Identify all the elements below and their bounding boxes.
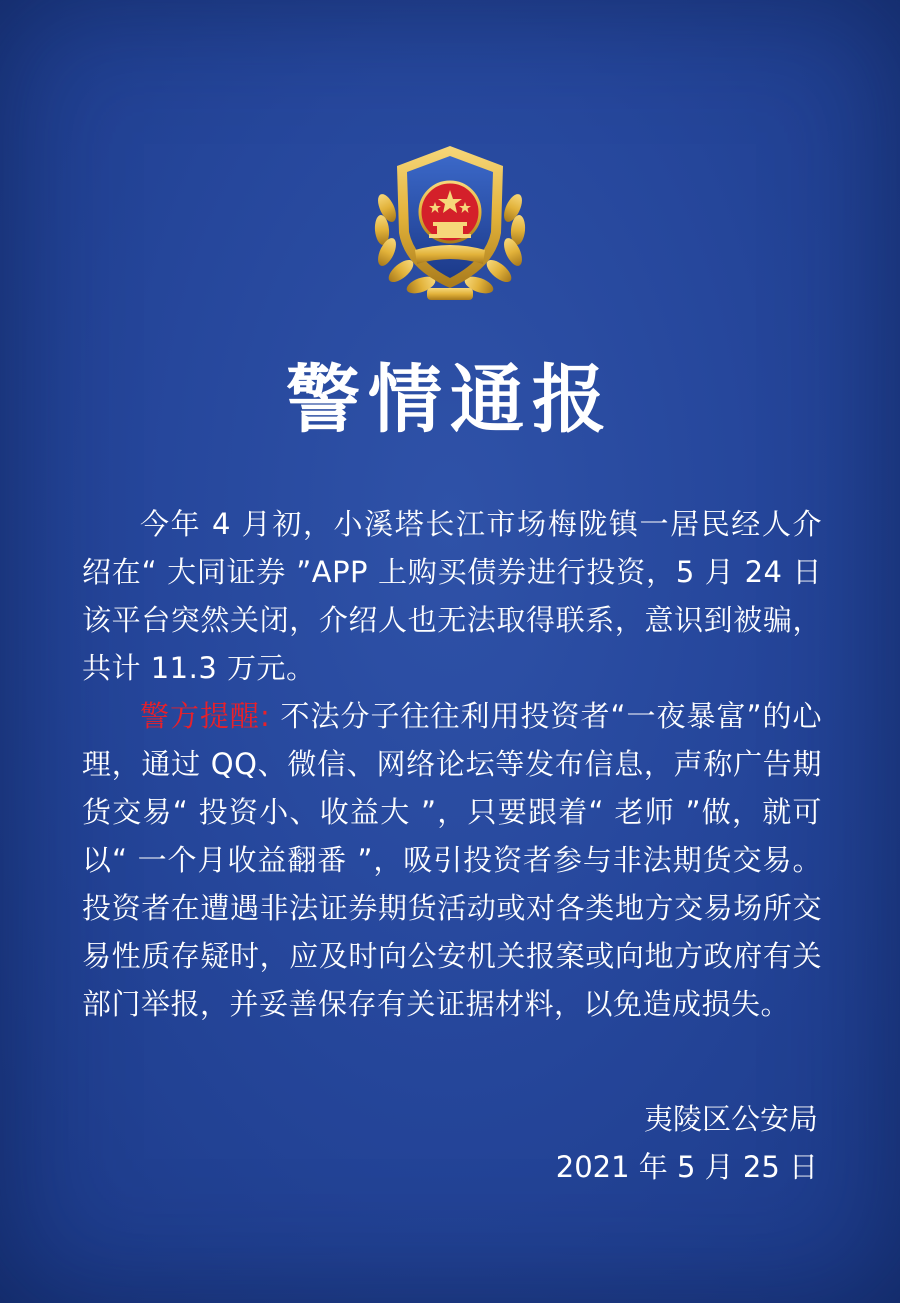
- warning-label: 警方提醒:: [140, 699, 271, 733]
- signature-block: [556, 1095, 818, 1191]
- police-emblem-icon: [365, 138, 535, 308]
- issuing-organization: 夷陵区公安局: [643, 1102, 818, 1136]
- warning-text: 不法分子往往利用投资者“一夜暴富”的心理，通过 QQ、微信、网络论坛等发布信息，声称广告期货交易“ 投资小、收益大 ”，只要跟着“ 老师 ”做，就可以“ 一个月收益翻番 ”，吸引投资者参与非法期货交易。投资者在遭遇非法证券期货活动或对各类地方交易场所交易性质存疑时，应及时向公安机关报案或向地方政府有关部门举报，并妥善保存有关证据材料，以免造成损失。: [82, 699, 822, 1021]
- page-title: 警情通报: [286, 357, 614, 443]
- notice-paragraph-incident: 今年 4 月初，小溪塔长江市场梅陇镇一居民经人介绍在“ 大同证券 ”APP 上购买债券进行投资，5 月 24 日该平台突然关闭，介绍人也无法取得联系，意识到被骗，共计 11.3 万元。: [82, 507, 822, 685]
- notice-body: [82, 500, 822, 1028]
- notice-paragraph-warning: [82, 692, 822, 1028]
- issue-date: 2021 年 5 月 25 日: [555, 1150, 818, 1184]
